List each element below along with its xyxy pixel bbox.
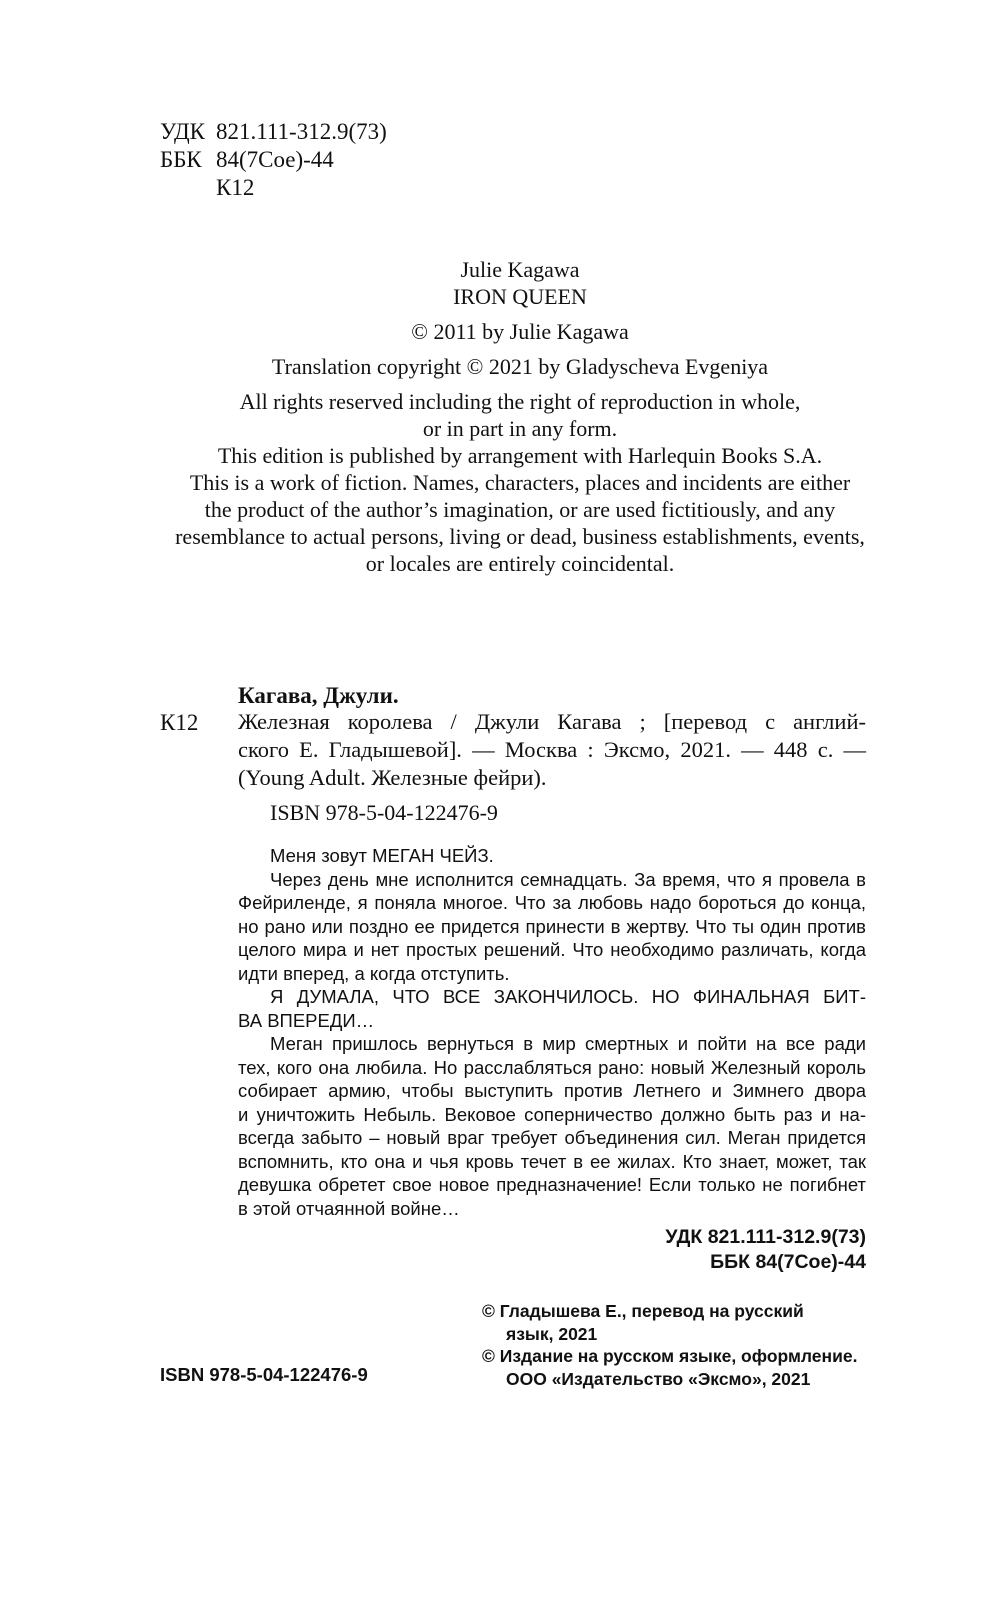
description-line: ского Е. Гладышевой]. — Москва : Эксмо, 2021. — 448 с. — <box>238 737 866 762</box>
record-description <box>238 708 866 792</box>
bbk-right: ББК 84(7Сое)-44 <box>710 1251 866 1273</box>
udk-right: УДК 821.111-312.9(73) <box>665 1226 866 1248</box>
author-sign: К12 <box>216 175 255 200</box>
annotation-line: Я ДУМАЛА, ЧТО ВСЕ ЗАКОНЧИЛОСЬ. НО ФИНАЛЬНАЯ БИТ- <box>270 986 866 1007</box>
record-author: Кагава, Джули. <box>238 683 399 708</box>
annotation-line: целого мира и нет простых решений. Что необходимо различать, когда <box>238 939 866 960</box>
annotation-line: в этой отчаянной войне… <box>238 1197 460 1219</box>
annotation-line: Меня зовут МЕГАН ЧЕЙЗ. <box>270 845 494 866</box>
annotation-line: девушка обретет свое новое предназначение! Если только не погибнет <box>238 1174 866 1195</box>
annotation-line: но рано или поздно ее придется принести в жертву. Что ты один против <box>238 915 866 937</box>
record-isbn: ISBN 978-5-04-122476-9 <box>270 800 498 825</box>
title-en: IRON QUEEN <box>453 284 587 309</box>
rights-line: or in part in any form. <box>422 416 618 441</box>
copyright-line: © 2011 by Julie Kagawa <box>411 319 629 344</box>
rights-line: This is a work of fiction. Names, characters, places and incidents are either <box>189 470 851 495</box>
translation-copyright: © Гладышева Е., перевод на русский <box>482 1301 804 1321</box>
annotation-line: ВА ВПЕРЕДИ… <box>238 1009 375 1031</box>
rights-line: or locales are entirely coincidental. <box>365 551 675 576</box>
annotation-line: Фейриленде, я поняла многое. Что за любовь надо бороться до конца, <box>238 892 866 913</box>
index-block-right <box>665 1225 866 1275</box>
translation-line: Translation copyright © 2021 by Gladyscheva Evgeniya <box>271 354 769 379</box>
description-line: Железная королева / Джули Кагава ; [перевод с англий- <box>238 709 866 734</box>
rights-line: the product of the author’s imagination, or are used fictitiously, and any <box>204 497 836 522</box>
annotation-line: тех, кого она любила. Но расслабляться рано: новый Железный король <box>238 1056 866 1078</box>
annotation-line: идти вперед, а когда отступить. <box>238 962 510 984</box>
bbk-label: ББК <box>160 147 202 172</box>
description-line: (Young Adult. Железные фейри). <box>238 765 547 790</box>
bottom-copyright <box>482 1300 857 1390</box>
rights-line: resemblance to actual persons, living or dead, business establishments, events, <box>175 524 865 549</box>
bbk-value: 84(7Сое)-44 <box>216 147 334 172</box>
classification-block <box>160 118 387 202</box>
udk-value: 821.111-312.9(73) <box>216 119 387 144</box>
annotation <box>238 844 866 1220</box>
udk-row <box>160 118 387 146</box>
annotation-line: собирает армию, чтобы выступить против Летнего и Зимнего двора <box>238 1080 866 1101</box>
bbk-row <box>160 146 387 174</box>
edition-copyright: © Издание на русском языке, оформление. <box>482 1346 858 1366</box>
record-sign: К12 <box>160 710 199 735</box>
annotation-line: всегда забыто – новый враг требует объединения сил. Меган придется <box>238 1127 866 1148</box>
annotation-line: Меган пришлось вернуться в мир смертных и пойти на все ради <box>270 1033 866 1054</box>
copyright-block <box>150 256 890 577</box>
edition-copyright-cont: ООО «Издательство «Эксмо», 2021 <box>506 1368 811 1389</box>
annotation-line: вспомнить, кто она и чья кровь течет в ее жилах. Кто знает, может, так <box>238 1150 866 1172</box>
udk-label: УДК <box>160 119 205 144</box>
rights-line: This edition is published by arrangement with Harlequin Books S.A. <box>217 443 823 468</box>
bottom-isbn: ISBN 978-5-04-122476-9 <box>160 1364 368 1385</box>
annotation-line: Через день мне исполнится семнадцать. За время, что я провела в <box>270 868 866 890</box>
translation-copyright-cont: язык, 2021 <box>506 1323 598 1344</box>
annotation-line: и уничтожить Небыль. Вековое соперничество должно быть раз и на- <box>238 1103 866 1125</box>
author-en: Julie Kagawa <box>460 257 580 282</box>
rights-line: All rights reserved including the right of reproduction in whole, <box>239 389 801 414</box>
